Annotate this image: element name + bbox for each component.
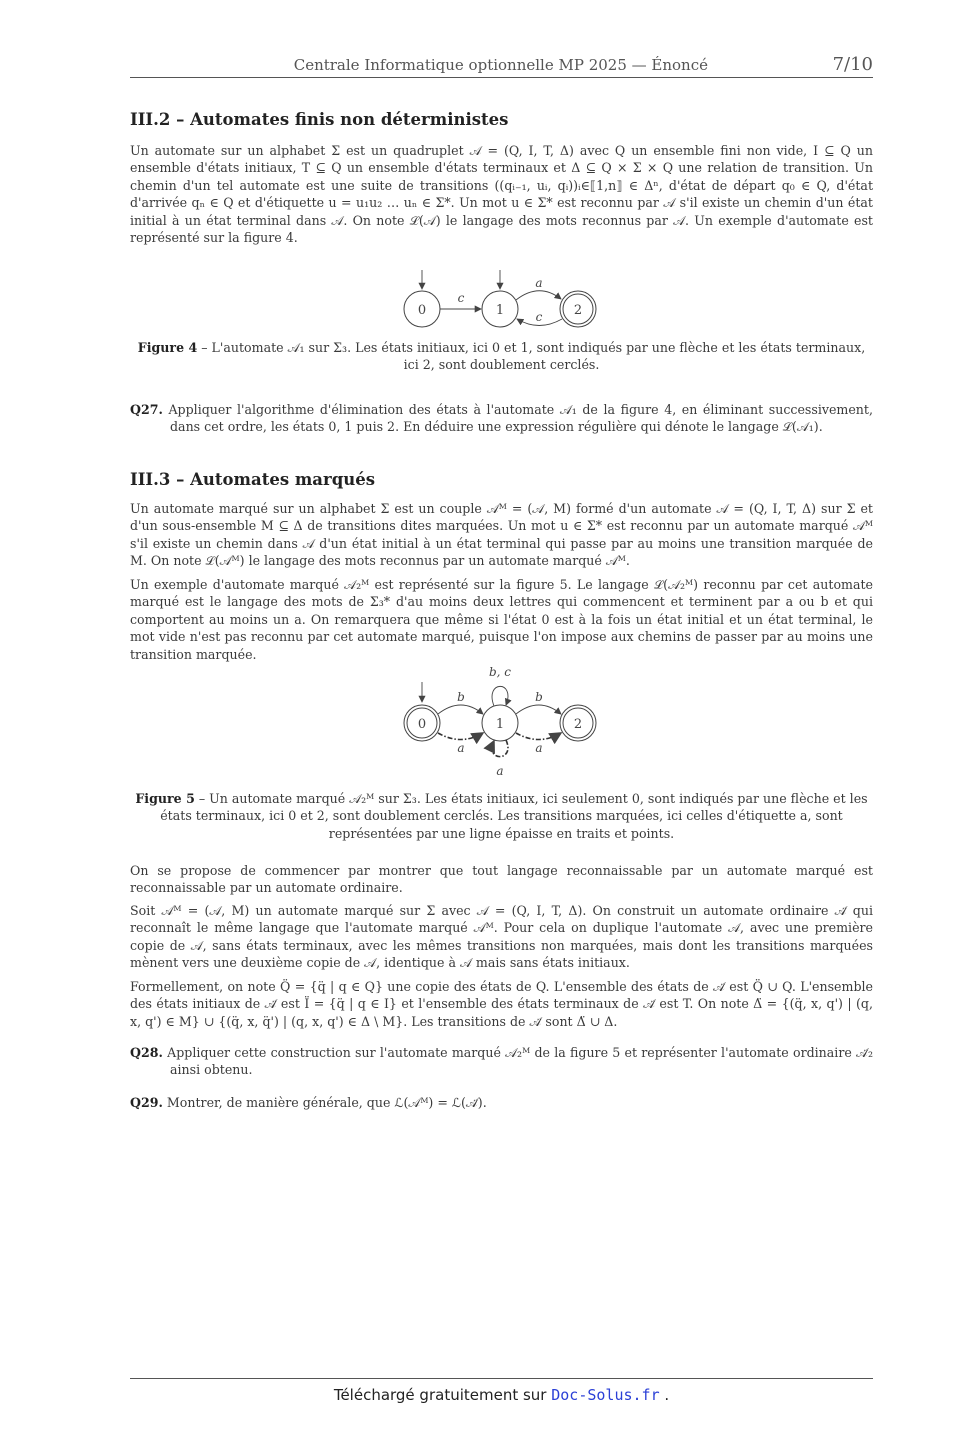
- figure-4-automaton: [400, 268, 600, 332]
- edge-label-1-2: a: [535, 276, 543, 290]
- paragraph-proposal: On se propose de commencer par montrer que tout langage reconnaissable par un automate marqué est reconnaissable par un automate ordinaire.: [130, 863, 873, 896]
- header-title: Centrale Informatique optionnelle MP 2025 — Énoncé: [293, 56, 708, 74]
- doc-solus-link[interactable]: Doc-Solus.fr: [551, 1386, 660, 1404]
- question-28-label: Q28.: [130, 1045, 163, 1060]
- paragraph-marked-automaton-definition: Un automate marqué sur un alphabet Σ est un couple 𝒜ᴹ = (𝒜, M) formé d'un automate 𝒜 = (Q, I, T, Δ) sur Σ et d'un sous-ensemble M ⊆ Δ de transitions dites marquées. Un mot u ∈ Σ* est reconnu par un automate marqué 𝒜ᴹ s'il existe un chemin dans 𝒜 d'un état initial à un état terminal qui passe par au moins une transition marquée de M. On note ℒ(𝒜ᴹ) le langage des mots reconnus par un automate marqué 𝒜ᴹ.: [130, 501, 873, 569]
- edge-1-2-b: [516, 705, 561, 714]
- footer-rule: [130, 1378, 873, 1379]
- question-27: [130, 401, 873, 436]
- footer-end: .: [659, 1386, 670, 1404]
- question-29: [130, 1094, 873, 1111]
- edge-label-0-1-a: a: [457, 741, 465, 755]
- edge-label-0-1: c: [457, 291, 465, 305]
- state-label-1: 1: [495, 717, 505, 732]
- edge-label-2-1: c: [535, 310, 543, 324]
- edge-1-2: [516, 291, 561, 300]
- paragraph-construction: Soit 𝒜ᴹ = (𝒜, M) un automate marqué sur Σ avec 𝒜 = (Q, I, T, Δ). On construit un automate ordinaire 𝒜̈ qui reconnaît le même langage que l'automate marqué 𝒜ᴹ. Pour cela on duplique l'automate 𝒜, avec une première copie de 𝒜, sans états terminaux, avec les mêmes transitions non marquées, mais dont les transitions marquées mènent vers une deuxième copie de 𝒜, identique à 𝒜 mais sans états initiaux.: [130, 903, 873, 971]
- figure-5-caption-text: – Un automate marqué 𝒜₂ᴹ sur Σ₃. Les états initiaux, ici seulement 0, sont indiqués par une flèche et les états terminaux, ici 0 et 2, sont doublement cerclés. Les transitions marquées, ici celles d'étiquette a, sont représentées par une ligne épaisse en traits et points.: [160, 791, 868, 841]
- question-27-label: Q27.: [130, 402, 163, 417]
- edge-label-1-2-a: a: [535, 741, 543, 755]
- question-28: [130, 1044, 873, 1079]
- loop-1: [492, 686, 508, 706]
- figure-5-caption: [130, 790, 873, 842]
- loop-1-a-marked: [492, 740, 508, 757]
- question-28-text: Appliquer cette construction sur l'automate marqué 𝒜₂ᴹ de la figure 5 et représenter l'automate ordinaire 𝒜̈₂ ainsi obtenu.: [162, 1045, 873, 1078]
- figure-4-caption-text: – L'automate 𝒜₁ sur Σ₃. Les états initiaux, ici 0 et 1, sont indiqués par une flèche et les états terminaux, ici 2, sont doublement cerclés.: [197, 340, 866, 373]
- state-label-0: 0: [417, 717, 427, 732]
- page-number: 7/10: [832, 54, 873, 75]
- edge-label-0-1-b: b: [457, 690, 465, 704]
- section-title-iii2: III.2 – Automates finis non déterministes: [130, 110, 509, 129]
- paragraph-formal-definition: Formellement, on note Q̈ = {q̈ | q ∈ Q} une copie des états de Q. L'ensemble des états de 𝒜̈ est Q̈ ∪ Q. L'ensemble des états initiaux de 𝒜̈ est Ï = {q̈ | q ∈ I} et l'ensemble des états terminaux de 𝒜̈ est T. On note Δ̈ = {(q̈, x, q') | (q, x, q') ∈ M} ∪ {(q̈, x, q̈') | (q, x, q') ∈ Δ \ M}. Les transitions de 𝒜̈ sont Δ̈ ∪ Δ.: [130, 979, 873, 1029]
- edge-0-1-b: [438, 705, 483, 714]
- question-29-label: Q29.: [130, 1095, 163, 1110]
- loop-label-1-a: a: [496, 764, 504, 778]
- edge-1-2-a-marked: [516, 733, 561, 740]
- loop-label-1: b, c: [488, 665, 512, 679]
- paragraph-automate-definition: Un automate sur un alphabet Σ est un quadruplet 𝒜 = (Q, I, T, Δ) avec Q un ensemble fini non vide, I ⊆ Q un ensemble d'états initiaux, T ⊆ Q un ensemble d'états terminaux et Δ ⊆ Q × Σ × Q une relation de transition. Un chemin d'un tel automate est une suite de transitions ((qᵢ₋₁, uᵢ, qᵢ))ᵢ∈⟦1,n⟧ ∈ Δⁿ, d'état de départ q₀ ∈ Q, d'état d'arrivée qₙ ∈ Q et d'étiquette u = u₁u₂ … uₙ ∈ Σ*. Un mot u ∈ Σ* est reconnu par 𝒜 s'il existe un chemin d'un état initial à un état terminal dans 𝒜. On note ℒ(𝒜) le langage des mots reconnus par 𝒜. Un exemple d'automate est représenté sur la figure 4.: [130, 143, 873, 246]
- state-label-0: 0: [417, 303, 427, 318]
- section-title-iii3: III.3 – Automates marqués: [130, 470, 376, 489]
- header-rule: [130, 77, 873, 78]
- running-header: [130, 56, 873, 78]
- figure-4-label: Figure 4: [137, 340, 198, 355]
- figure-4-caption: [130, 339, 873, 374]
- state-label-2: 2: [573, 303, 583, 318]
- figure-5-automaton: [400, 662, 600, 780]
- paragraph-marked-automaton-example: Un exemple d'automate marqué 𝒜₂ᴹ est représenté sur la figure 5. Le langage ℒ(𝒜₂ᴹ) reconnu par cet automate marqué est le langage des mots de Σ₃* d'au moins deux lettres qui commencent et terminent par a ou b et qui comportent au moins un a. On remarquera que même si l'état 0 est à la fois un état initial et un état terminal, le mot vide n'est pas reconnu par cet automate marqué, puisque l'on impose aux chemins de passer par au moins une transition marquée.: [130, 577, 873, 662]
- question-27-text: Appliquer l'algorithme d'élimination des états à l'automate 𝒜₁ de la figure 4, en éliminant successivement, dans cet ordre, les états 0, 1 puis 2. En déduire une expression régulière qui dénote le langage ℒ(𝒜₁).: [162, 402, 873, 435]
- state-label-1: 1: [495, 303, 505, 318]
- edge-label-1-2-b: b: [535, 690, 543, 704]
- edge-0-1-a-marked: [438, 733, 483, 740]
- figure-5-label: Figure 5: [135, 791, 195, 806]
- question-29-text: Montrer, de manière générale, que ℒ(𝒜ᴹ) = ℒ(𝒜̈).: [162, 1095, 487, 1110]
- state-label-2: 2: [573, 717, 583, 732]
- footer: [130, 1386, 873, 1404]
- footer-text: Téléchargé gratuitement sur: [333, 1386, 552, 1404]
